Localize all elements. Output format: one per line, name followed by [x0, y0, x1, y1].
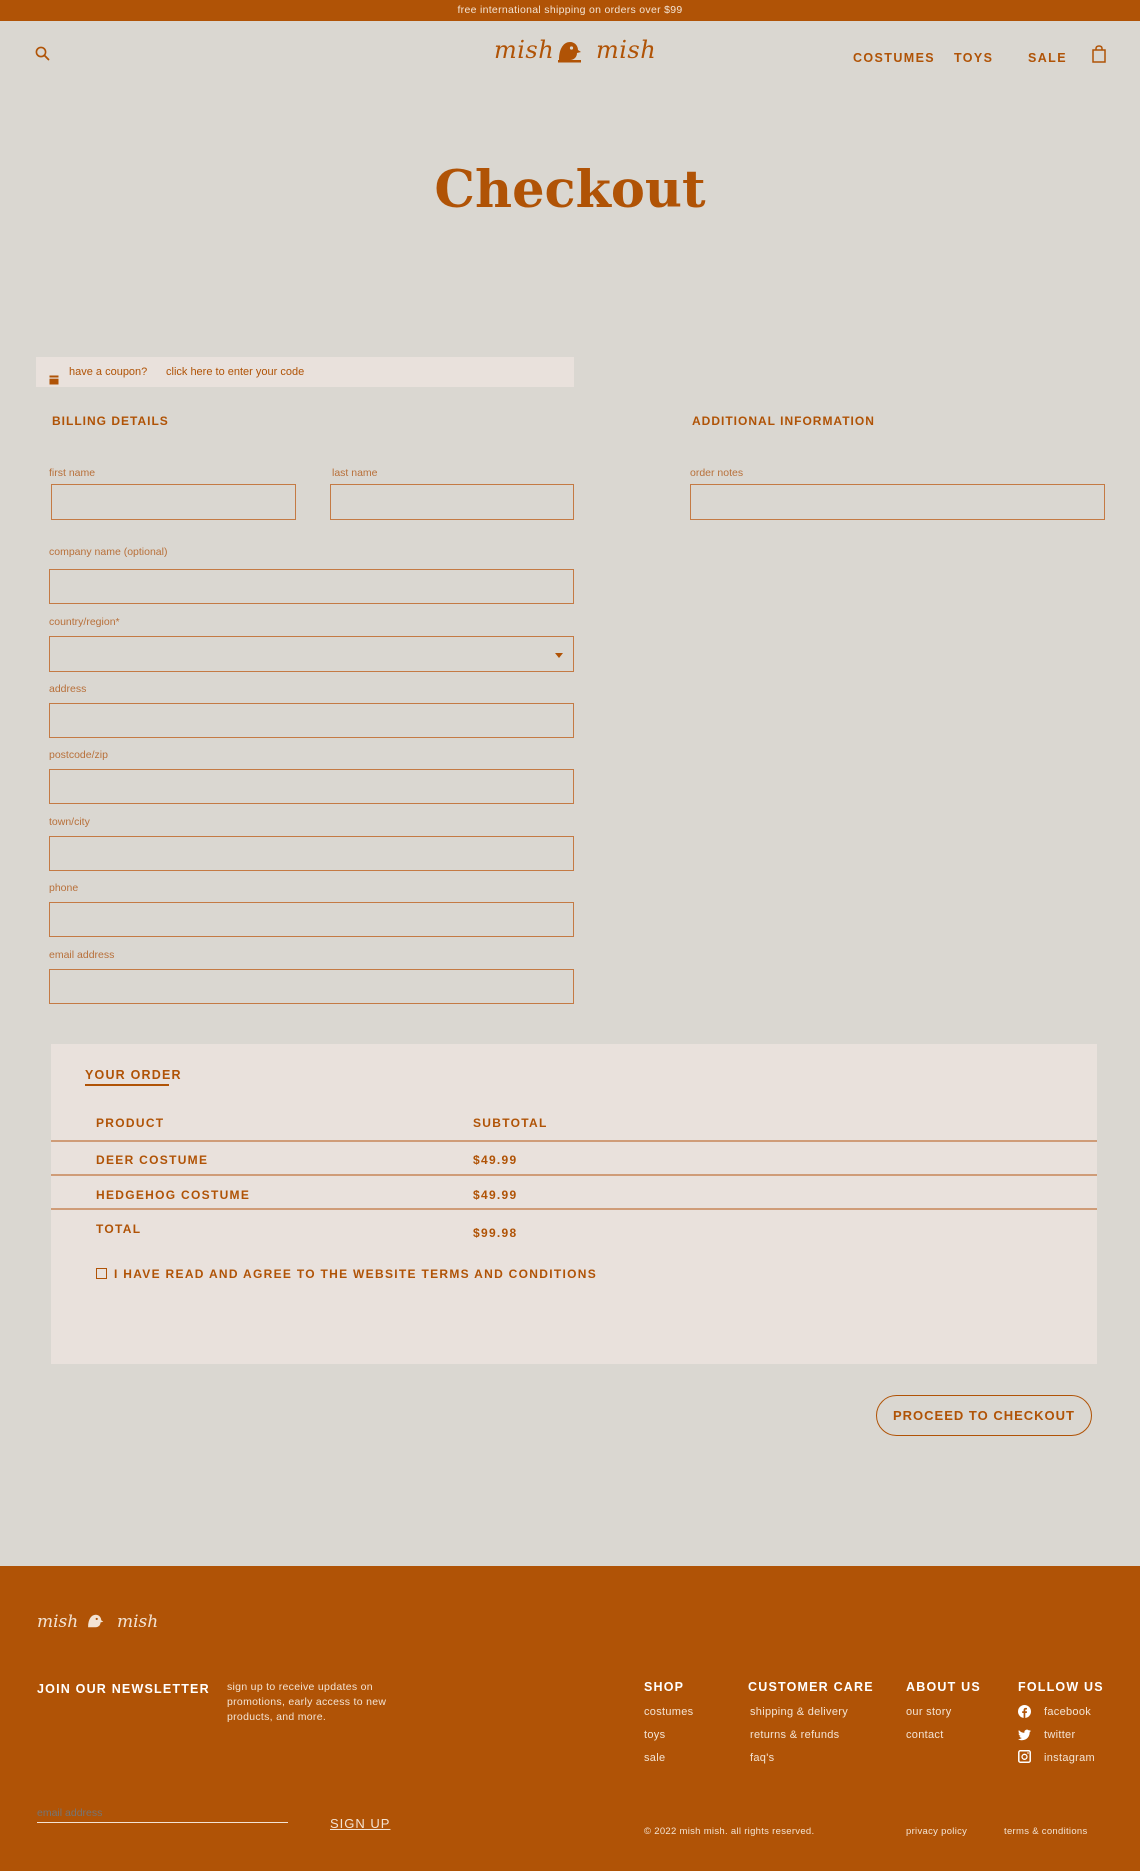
- facebook-icon[interactable]: [1018, 1705, 1031, 1718]
- order-item-price: $49.99: [473, 1153, 518, 1167]
- divider: [51, 1208, 1097, 1210]
- order-item-name: HEDGEHOG COSTUME: [96, 1188, 251, 1202]
- last-name-label: last name: [332, 467, 378, 479]
- newsletter-email-input[interactable]: [37, 1803, 288, 1823]
- nav-costumes[interactable]: COSTUMES: [853, 51, 936, 65]
- footer-link-costumes[interactable]: costumes: [644, 1706, 694, 1718]
- announcement-text: free international shipping on orders over $99: [457, 4, 683, 16]
- divider: [51, 1174, 1097, 1176]
- footer-link-facebook[interactable]: facebook: [1044, 1706, 1092, 1718]
- divider: [51, 1140, 1097, 1142]
- instagram-icon[interactable]: [1018, 1750, 1031, 1763]
- coupon-icon: [49, 367, 59, 377]
- footer-link-twitter[interactable]: twitter: [1044, 1729, 1076, 1741]
- order-heading: YOUR ORDER: [85, 1068, 182, 1082]
- first-name-label: first name: [49, 467, 96, 479]
- email-label: email address: [49, 949, 115, 961]
- newsletter-text: sign up to receive updates on promotions, early access to new products, and more.: [227, 1681, 387, 1723]
- signup-button[interactable]: SIGN UP: [330, 1816, 391, 1831]
- footer-logo[interactable]: [37, 1611, 157, 1635]
- brand-logo[interactable]: [494, 34, 657, 68]
- announcement-bar: [0, 0, 1140, 21]
- copyright: © 2022 mish mish. all rights reserved.: [644, 1826, 815, 1837]
- footer-link-toys[interactable]: toys: [644, 1729, 666, 1741]
- country-label: country/region*: [49, 616, 120, 628]
- order-summary: [51, 1044, 1097, 1364]
- country-select[interactable]: [49, 636, 574, 672]
- customer-care-heading: CUSTOMER CARE: [748, 1680, 874, 1694]
- footer-brand-left: mish: [37, 1612, 79, 1632]
- address-input[interactable]: [49, 703, 574, 738]
- first-name-input[interactable]: [51, 484, 296, 520]
- chevron-down-icon: [555, 653, 563, 658]
- col-subtotal-header: SUBTOTAL: [473, 1116, 548, 1130]
- col-product-header: PRODUCT: [96, 1116, 165, 1130]
- footer-link-shipping[interactable]: shipping & delivery: [750, 1706, 849, 1718]
- footer-link-instagram[interactable]: instagram: [1044, 1752, 1095, 1764]
- order-notes-label: order notes: [690, 467, 744, 479]
- terms-link[interactable]: terms & conditions: [1004, 1826, 1088, 1837]
- order-item-price: $49.99: [473, 1188, 518, 1202]
- about-heading: ABOUT US: [906, 1680, 981, 1694]
- shop-heading: SHOP: [644, 1680, 685, 1694]
- coupon-prompt: have a coupon?: [69, 366, 148, 378]
- company-input[interactable]: [49, 569, 574, 604]
- footer-link-our-story[interactable]: our story: [906, 1706, 952, 1718]
- shopping-bag-icon[interactable]: [1091, 45, 1107, 63]
- footer-brand-right: mish: [117, 1612, 159, 1632]
- email-input[interactable]: [49, 969, 574, 1004]
- address-label: address: [49, 683, 87, 695]
- brand-word-right: mish: [596, 36, 657, 64]
- company-label: company name (optional): [49, 546, 168, 558]
- town-input[interactable]: [49, 836, 574, 871]
- terms-label: I HAVE READ AND AGREE TO THE WEBSITE TERMS AND CONDITIONS: [114, 1267, 598, 1281]
- order-notes-input[interactable]: [690, 484, 1105, 520]
- footer-link-sale[interactable]: sale: [644, 1752, 666, 1764]
- nav-sale[interactable]: SALE: [1028, 51, 1067, 65]
- search-icon[interactable]: [34, 45, 52, 63]
- postcode-input[interactable]: [49, 769, 574, 804]
- postcode-label: postcode/zip: [49, 749, 108, 761]
- footer: [0, 1566, 1140, 1871]
- additional-heading: ADDITIONAL INFORMATION: [692, 414, 875, 428]
- bird-logo-icon: [556, 38, 582, 64]
- town-label: town/city: [49, 816, 90, 828]
- proceed-to-checkout-button[interactable]: PROCEED TO CHECKOUT: [876, 1395, 1092, 1436]
- order-item-name: DEER COSTUME: [96, 1153, 209, 1167]
- follow-heading: FOLLOW US: [1018, 1680, 1104, 1694]
- brand-word-left: mish: [494, 36, 555, 64]
- terms-checkbox[interactable]: [96, 1268, 107, 1279]
- coupon-bar: [36, 357, 574, 387]
- billing-heading: BILLING DETAILS: [52, 414, 169, 428]
- newsletter-heading: JOIN OUR NEWSLETTER: [37, 1682, 210, 1696]
- bird-logo-icon: [86, 1612, 104, 1630]
- coupon-link[interactable]: click here to enter your code: [166, 366, 305, 378]
- order-total-label: TOTAL: [96, 1222, 142, 1236]
- twitter-icon[interactable]: [1018, 1728, 1031, 1740]
- last-name-input[interactable]: [330, 484, 574, 520]
- nav-toys[interactable]: TOYS: [954, 51, 994, 65]
- phone-input[interactable]: [49, 902, 574, 937]
- footer-link-returns[interactable]: returns & refunds: [750, 1729, 840, 1741]
- footer-link-contact[interactable]: contact: [906, 1729, 944, 1741]
- footer-link-faq[interactable]: faq's: [750, 1752, 775, 1764]
- order-heading-underline: [85, 1084, 169, 1086]
- privacy-policy-link[interactable]: privacy policy: [906, 1826, 968, 1837]
- phone-label: phone: [49, 882, 79, 894]
- order-total-value: $99.98: [473, 1226, 518, 1240]
- page-title: Checkout: [434, 160, 706, 220]
